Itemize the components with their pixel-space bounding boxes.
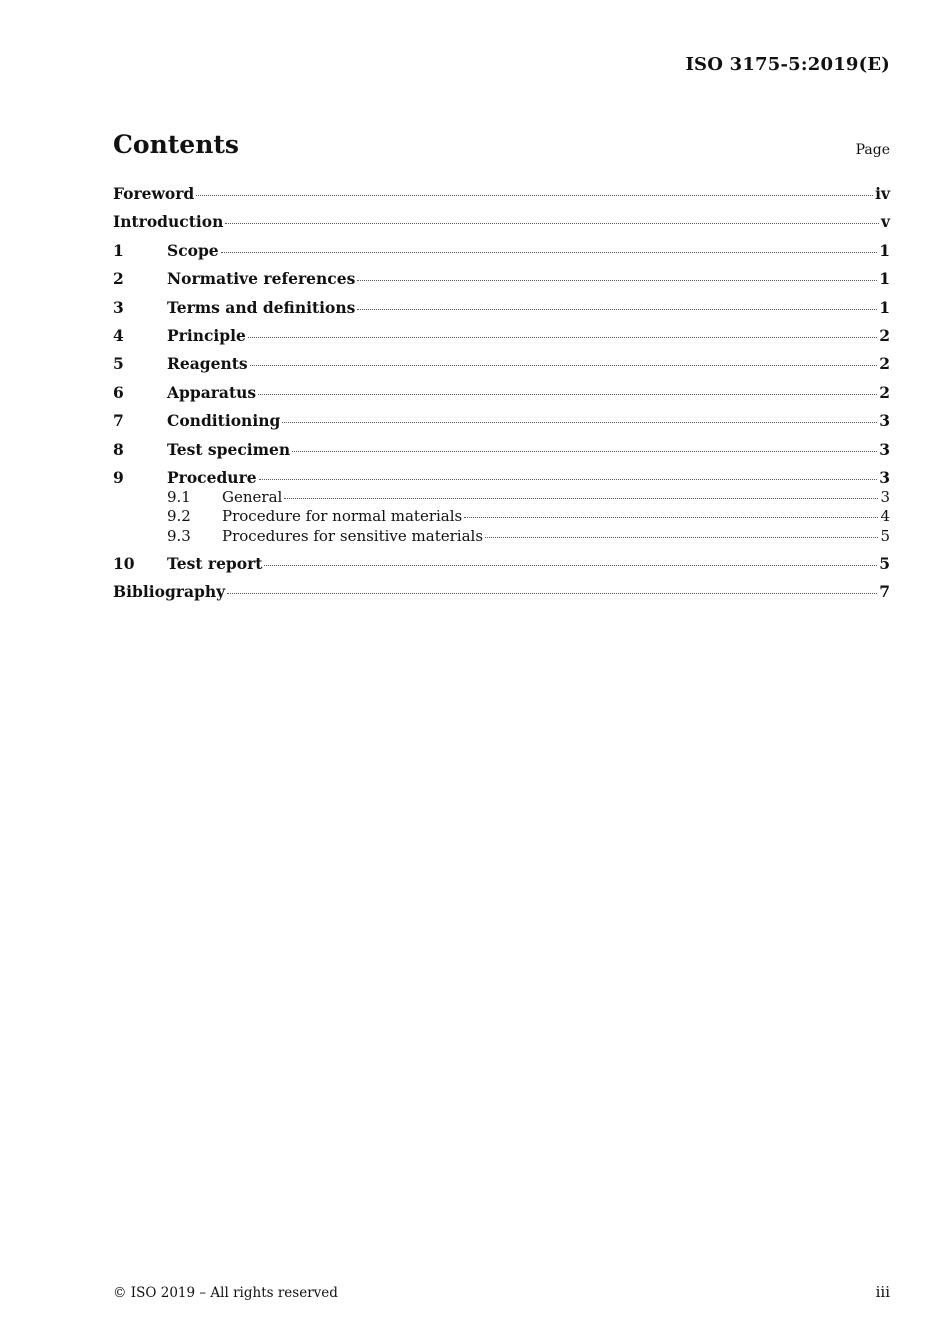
toc-entry-title: Reagents: [167, 354, 248, 374]
toc-entry-title: Test specimen: [167, 439, 291, 459]
toc-entry-introduction[interactable]: [113, 212, 890, 240]
toc-subentry-general[interactable]: [113, 488, 890, 508]
toc-entry-number: 4: [113, 325, 124, 345]
toc-entry-bibliography[interactable]: [113, 582, 890, 610]
dot-leader: [258, 393, 877, 395]
toc-entry-title: Principle: [167, 325, 246, 345]
toc-entry-normative-references[interactable]: [113, 269, 890, 297]
toc-entry-number: 5: [113, 354, 124, 374]
toc-entry-page: 3: [879, 467, 890, 487]
toc-entry-title: Scope: [167, 240, 219, 260]
toc-entry-test-report[interactable]: [113, 554, 890, 582]
dot-leader: [357, 308, 877, 310]
toc-entry-page: 7: [879, 582, 890, 602]
dot-leader: [292, 450, 877, 452]
toc-entry-page: 2: [879, 354, 890, 374]
toc-entry-title: Bibliography: [113, 582, 226, 602]
toc-entry-page: 1: [879, 240, 890, 260]
toc-subentry-number: 9.2: [167, 507, 191, 526]
dot-leader: [357, 279, 877, 281]
toc-subentry-page: 4: [880, 507, 890, 526]
toc-entry-apparatus[interactable]: [113, 383, 890, 411]
toc-entry-number: 10: [113, 553, 135, 573]
toc-entry-title: Procedure: [167, 467, 257, 487]
toc-entry-title: Apparatus: [167, 382, 257, 402]
toc-entry-conditioning[interactable]: [113, 411, 890, 439]
toc-subentry-title: Procedures for sensitive materials: [222, 526, 484, 545]
toc-entry-number: 1: [113, 240, 124, 260]
toc-entry-page: 2: [879, 325, 890, 345]
toc-entry-page: 3: [879, 439, 890, 459]
toc-subentry-title: Procedure for normal materials: [222, 507, 463, 526]
toc-subentry-number: 9.3: [167, 526, 191, 545]
toc-entry-title: Terms and definitions: [167, 297, 356, 317]
toc-entry-number: 7: [113, 411, 124, 431]
toc-entry-foreword[interactable]: [113, 184, 890, 212]
dot-leader: [225, 222, 879, 224]
toc-subentry-procedure-normal[interactable]: [113, 507, 890, 527]
dot-leader: [284, 497, 878, 499]
toc-entry-page: 2: [879, 382, 890, 402]
toc-entry-page: 3: [879, 411, 890, 431]
toc-entry-page: 1: [879, 297, 890, 317]
copyright-notice: © ISO 2019 – All rights reserved: [113, 1285, 338, 1301]
toc-entry-number: 3: [113, 297, 124, 317]
dot-leader: [464, 516, 878, 518]
toc-entry-test-specimen[interactable]: [113, 440, 890, 468]
dot-leader: [259, 478, 878, 480]
toc-entry-title: Test report: [167, 553, 263, 573]
toc-entry-page: v: [880, 212, 890, 232]
dot-leader: [264, 564, 877, 566]
toc-heading: Contents: [113, 130, 240, 159]
toc-entry-page: 5: [879, 553, 890, 573]
dot-leader: [485, 536, 878, 538]
toc-entry-title: Normative references: [167, 269, 356, 289]
dot-leader: [196, 194, 873, 196]
toc-subentry-page: 5: [880, 526, 890, 545]
toc-entry-number: 9: [113, 467, 124, 487]
toc-entry-title: Foreword: [113, 184, 195, 203]
toc-entry-title: Conditioning: [167, 411, 281, 431]
toc-entry-page: 1: [879, 269, 890, 289]
toc-subentry-page: 3: [880, 487, 890, 506]
toc-entry-number: 8: [113, 439, 124, 459]
toc-entry-page: iv: [875, 184, 890, 203]
toc-entry-principle[interactable]: [113, 326, 890, 354]
document-id: ISO 3175-5:2019(E): [685, 54, 890, 75]
dot-leader: [282, 421, 877, 423]
dot-leader: [227, 592, 877, 594]
toc-subentry-title: General: [222, 487, 283, 506]
toc-subentry-procedures-sensitive[interactable]: [113, 527, 890, 554]
dot-leader: [221, 251, 878, 253]
table-of-contents: [113, 184, 890, 610]
dot-leader: [250, 364, 878, 366]
toc-subentry-number: 9.1: [167, 487, 191, 506]
toc-entry-procedure[interactable]: [113, 468, 890, 488]
toc-entry-number: 6: [113, 382, 124, 402]
page-column-label: Page: [855, 142, 890, 158]
toc-entry-reagents[interactable]: [113, 354, 890, 382]
toc-entry-scope[interactable]: [113, 241, 890, 269]
toc-entry-title: Introduction: [113, 212, 224, 232]
toc-entry-terms-and-definitions[interactable]: [113, 298, 890, 326]
toc-entry-number: 2: [113, 269, 124, 289]
dot-leader: [248, 336, 877, 338]
page-number: iii: [875, 1283, 890, 1301]
